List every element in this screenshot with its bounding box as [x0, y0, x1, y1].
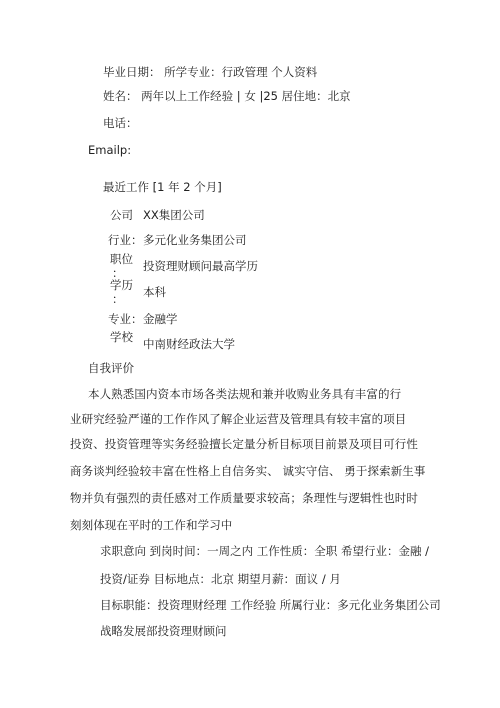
education-value: 本科 [143, 285, 166, 299]
job-intention-line: 求职意向 到岗时间：一周之内 工作性质：全职 希望行业：金融 / [100, 544, 429, 558]
self-evaluation-title: 自我评价 [88, 361, 134, 375]
industry-label: 行业： [108, 233, 143, 247]
email-label: Emailp: [88, 143, 132, 157]
school-value: 中南财经政法大学 [143, 337, 235, 351]
company-value: XX集团公司 [143, 208, 205, 222]
position-label: 职位 [110, 252, 133, 266]
self-evaluation-line: 刻刻体现在平时的工作和学习中 [70, 518, 233, 532]
education-label: 学历 [110, 278, 133, 292]
self-evaluation-line: 物并负有强烈的责任感对工作质量要求较高；条理性与逻辑性也时时 [70, 491, 418, 505]
self-evaluation-line: 投资、投资管理等实务经验擅长定量分析目标项目前景及项目可行性 [70, 437, 418, 451]
education-colon: ： [112, 292, 124, 306]
major-value: 金融学 [143, 312, 178, 326]
header-line-name-experience: 姓名： 两年以上工作经验 | 女 |25 居住地：北京 [103, 89, 351, 103]
recent-work-title: 最近工作 [1 年 2 个月] [103, 180, 222, 194]
industry-value: 多元化业务集团公司 [143, 233, 247, 247]
self-evaluation-line: 本人熟悉国内资本市场各类法规和兼并收购业务具有丰富的行 [88, 387, 402, 401]
position-colon: ： [112, 266, 124, 280]
company-label: 公司 [110, 208, 133, 222]
job-intention-line: 目标职能：投资理财经理 工作经验 所属行业：多元化业务集团公司 [100, 598, 441, 612]
school-label: 学校 [110, 330, 133, 344]
position-value: 投资理财顾问最高学历 [143, 259, 258, 273]
self-evaluation-line: 业研究经验严谨的工作作风了解企业运营及管理具有较丰富的项目 [70, 412, 407, 426]
self-evaluation-line: 商务谈判经验较丰富在性格上自信务实、 诚实守信、 勇于探索新生事 [70, 464, 426, 478]
phone-label: 电话： [103, 116, 138, 130]
job-intention-line: 战略发展部投资理财顾问 [100, 624, 227, 638]
major-label: 专业： [108, 312, 143, 326]
header-line-graduation-major: 毕业日期： 所学专业：行政管理 个人资料 [103, 65, 318, 79]
job-intention-line: 投资/证券 目标地点：北京 期望月薪：面议 / 月 [100, 572, 341, 586]
